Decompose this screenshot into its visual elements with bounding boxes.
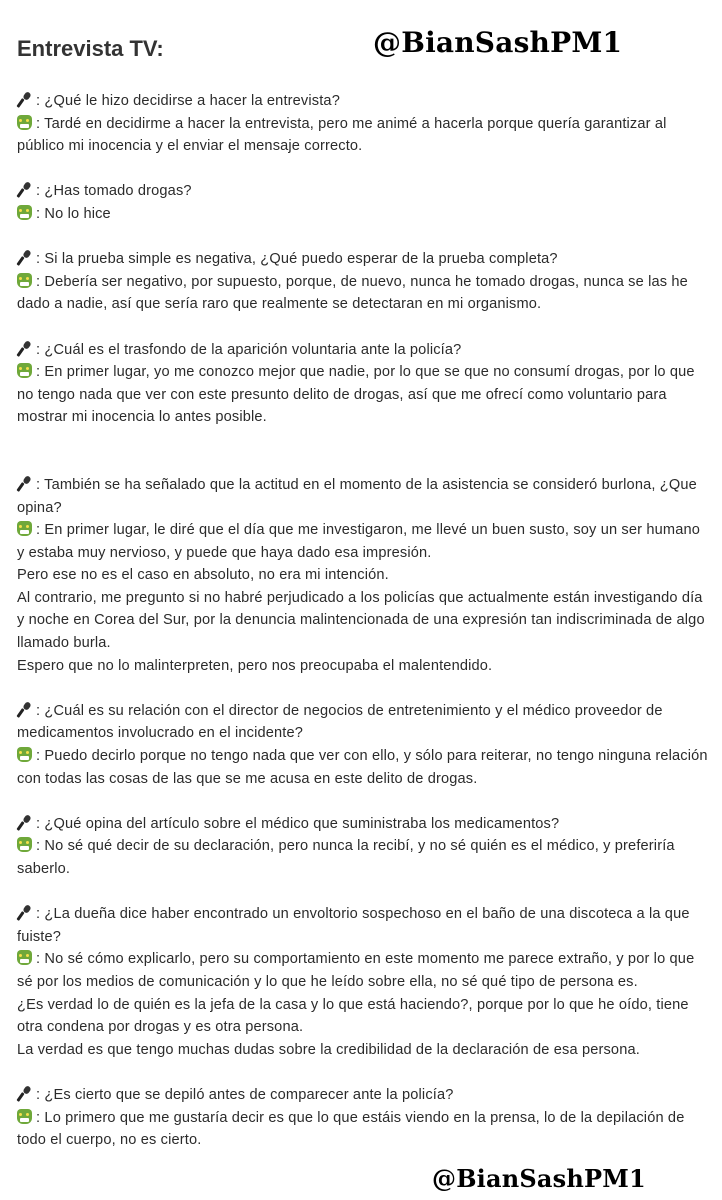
answer-line <box>17 745 710 790</box>
separator: : <box>36 522 45 539</box>
watermark-bottom: @BianSashPM1 <box>432 1164 646 1193</box>
green-monster-face-icon <box>17 837 32 852</box>
answer-line <box>17 361 710 429</box>
question-line <box>17 813 710 836</box>
question-line <box>17 903 710 948</box>
green-monster-face-icon <box>17 1109 32 1124</box>
question-text: ¿Qué opina del artículo sobre el médico que suministraba los medicamentos? <box>44 815 560 832</box>
microphone-icon <box>17 182 32 197</box>
answer-line <box>17 203 710 226</box>
answer-text: Puedo decirlo porque no tengo nada que ver con ello, y sólo para reiterar, no tengo ninguna relación con todas las cosas de las que se me acusa en este delito de drogas. <box>17 748 708 787</box>
microphone-icon <box>17 250 32 265</box>
answer-line <box>17 271 710 316</box>
answer-text: No lo hice <box>44 205 111 222</box>
question-text: ¿La dueña dice haber encontrado un envoltorio sospechoso en el baño de una discoteca a la que fuiste? <box>17 906 690 945</box>
question-line <box>17 339 710 362</box>
question-text: También se ha señalado que la actitud en el momento de la asistencia se consideró burlona, ¿Que opina? <box>17 476 697 516</box>
question-text: ¿Cuál es su relación con el director de negocios de entretenimiento y el médico proveedor de medicamentos involucrado en el incidente? <box>17 702 663 742</box>
question-text: ¿Qué le hizo decidirse a hacer la entrevista? <box>44 93 340 109</box>
qa-block <box>17 339 710 429</box>
question-line <box>17 474 710 519</box>
question-line <box>17 248 710 271</box>
answer-text: Al contrario, me pregunto si no habré perjudicado a los policías que actualmente están investigando día y noche en Corea del Sur, por la denuncia malintencionada de una expresión tan indiscriminada de algo llamado burla. <box>17 589 705 652</box>
microphone-icon <box>17 476 32 491</box>
answer-text: Lo primero que me gustaría decir es que lo que estáis viendo en la prensa, lo de la depilación de todo el cuerpo, no es cierto. <box>17 1109 685 1149</box>
answer-text: Debería ser negativo, por supuesto, porque, de nuevo, nunca he tomado drogas, nunca se las he dado a nadie, así que sería raro que realmente se detectaran en mi organismo. <box>17 273 688 313</box>
separator: : <box>36 341 45 358</box>
green-monster-face-icon <box>17 273 32 288</box>
qa-block <box>17 1084 710 1152</box>
answer-line <box>17 519 710 564</box>
microphone-icon <box>17 1086 32 1101</box>
qa-block <box>17 903 710 1061</box>
separator: : <box>36 1109 45 1126</box>
answer-text: En primer lugar, le diré que el día que me investigaron, me llevé un buen susto, soy un ser humano y estaba muy nervioso, y puede que haya dado esa impresión. <box>17 522 700 561</box>
qa-block <box>17 813 710 881</box>
answer-line <box>17 1107 710 1152</box>
separator: : <box>36 476 45 493</box>
answer-line <box>17 587 710 655</box>
separator: : <box>36 906 45 923</box>
separator: : <box>36 748 45 765</box>
green-monster-face-icon <box>17 115 32 130</box>
microphone-icon <box>17 815 32 830</box>
answer-text: En primer lugar, yo me conozco mejor que nadie, por lo que se que no consumí drogas, por lo que no tengo nada que ver con este presunto delito de drogas, así que me ofrecí como voluntario para mostrar mi inocencia lo antes posible. <box>17 364 695 426</box>
green-monster-face-icon <box>17 363 32 378</box>
microphone-icon <box>17 92 32 107</box>
answer-text: Pero ese no es el caso en absoluto, no era mi intención. <box>17 567 389 584</box>
answer-line <box>17 655 710 678</box>
answer-line <box>17 1039 710 1062</box>
separator: : <box>36 205 45 222</box>
answer-line <box>17 948 710 993</box>
answer-line <box>17 564 710 587</box>
answer-text: Tardé en decidirme a hacer la entrevista, pero me animé a hacerla porque quería garantizar al público mi inocencia y el enviar el mensaje correcto. <box>17 115 667 155</box>
question-text: ¿Has tomado drogas? <box>44 183 192 200</box>
qa-block <box>17 180 710 225</box>
answer-line <box>17 994 710 1039</box>
qa-block <box>17 90 710 158</box>
answer-text: No sé cómo explicarlo, pero su comportamiento en este momento me parece extraño, y por lo que sé por los medios de comunicación y lo que he leído sobre ella, no sé qué tipo de persona es. <box>17 951 695 990</box>
separator: : <box>36 93 45 109</box>
page-title: Entrevista TV: <box>17 36 164 61</box>
microphone-icon <box>17 341 32 356</box>
green-monster-face-icon <box>17 747 32 762</box>
green-monster-face-icon <box>17 205 32 220</box>
separator: : <box>36 838 45 855</box>
separator: : <box>36 951 45 968</box>
question-text: ¿Cuál es el trasfondo de la aparición voluntaria ante la policía? <box>44 341 462 358</box>
answer-text: ¿Es verdad lo de quién es la jefa de la casa y lo que está haciendo?, porque por lo que he oído, tiene otra condena por drogas y es otra persona. <box>17 996 689 1036</box>
answer-text: No sé qué decir de su declaración, pero nunca la recibí, y no sé quién es el médico, y preferiría saberlo. <box>17 838 675 877</box>
question-line <box>17 700 710 745</box>
microphone-icon <box>17 702 32 717</box>
watermark-top: @BianSashPM1 <box>373 26 623 59</box>
question-line <box>17 90 710 113</box>
question-text: Si la prueba simple es negativa, ¿Qué puedo esperar de la prueba completa? <box>44 251 558 268</box>
separator: : <box>36 251 45 268</box>
qa-block <box>17 248 710 316</box>
separator: : <box>36 115 45 132</box>
separator: : <box>36 1086 45 1103</box>
separator: : <box>36 364 45 381</box>
question-line <box>17 1084 710 1107</box>
green-monster-face-icon <box>17 950 32 965</box>
separator: : <box>36 702 45 719</box>
separator: : <box>36 815 45 832</box>
answer-line <box>17 113 710 158</box>
answer-text: Espero que no lo malinterpreten, pero nos preocupaba el malentendido. <box>17 657 493 674</box>
answer-text: La verdad es que tengo muchas dudas sobre la credibilidad de la declaración de esa persona. <box>17 1041 640 1058</box>
separator: : <box>36 183 45 200</box>
question-line <box>17 180 710 203</box>
qa-block <box>17 700 710 790</box>
interview-transcript <box>17 90 710 1174</box>
microphone-icon <box>17 905 32 920</box>
question-text: ¿Es cierto que se depiló antes de comparecer ante la policía? <box>44 1086 454 1103</box>
separator: : <box>36 273 45 290</box>
qa-block <box>17 474 710 677</box>
answer-line <box>17 835 710 880</box>
green-monster-face-icon <box>17 521 32 536</box>
